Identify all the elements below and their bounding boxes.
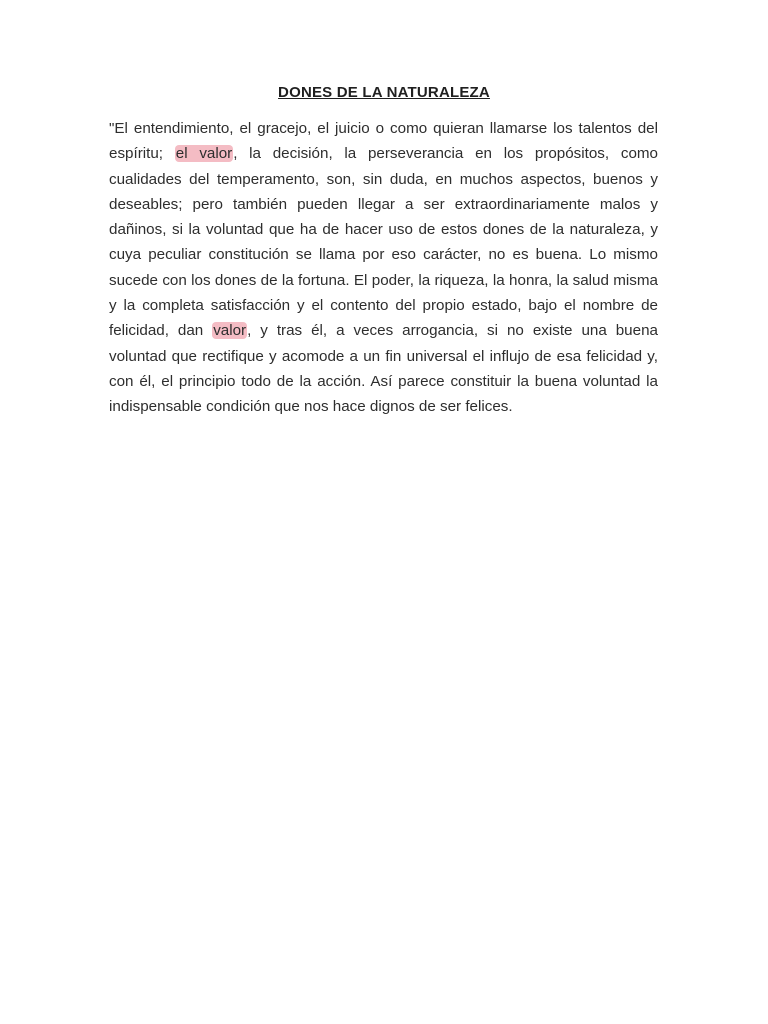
paragraph-text-1: "El entendimiento, el gracejo, el juicio o como quieran llamarse los talentos del espíritu; [109, 120, 658, 163]
highlighted-text-valor: valor [213, 322, 247, 340]
document-title: DONES DE LA NATURALEZA [278, 84, 490, 101]
paragraph-text-3: , y tras él, a veces arrogancia, si no existe una buena voluntad que rectifique y acomode a un fin universal el influjo de esa felicidad y, con él, el principio todo de la acción. Así parece constituir la buena voluntad la indispensable condición que nos hace dignos de ser felices. [109, 322, 658, 416]
paragraph-text-2: , la decisión, la perseverancia en los propósitos, como cualidades del temperamento, son, sin duda, en muchos aspectos, buenos y deseables; pero también pueden llegar a ser extraordinariamente malos y dañinos, si la voluntad que ha de hacer uso de estos dones de la naturaleza, y cuya peculiar constitución se llama por eso carácter, no es buena. Lo mismo sucede con los dones de la fortuna. El poder, la riqueza, la honra, la salud misma y la completa satisfacción y el contento del propio estado, bajo el nombre de felicidad, dan [109, 145, 658, 340]
document-paragraph [109, 116, 658, 420]
highlighted-text-el-valor: el valor [175, 145, 233, 163]
